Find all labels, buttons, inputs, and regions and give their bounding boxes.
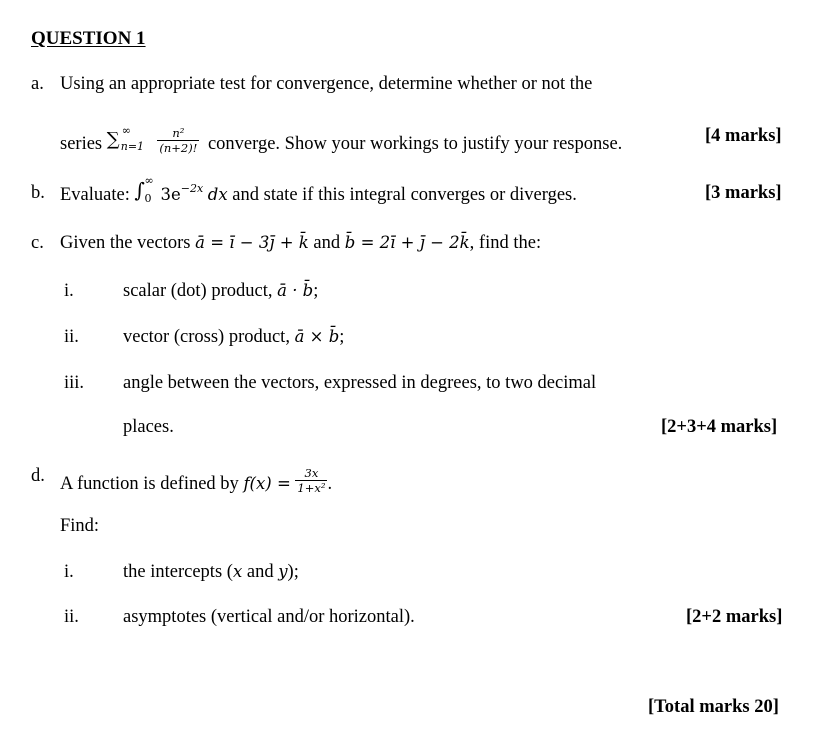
cross-product-math: ā × b̄ xyxy=(294,327,340,346)
fraction-numerator: 3x xyxy=(304,466,319,480)
part-c-item-1-number: i. xyxy=(64,281,74,301)
part-b-rest: and state if this integral converges or diverges. xyxy=(232,185,577,205)
part-b-label: b. xyxy=(31,183,45,203)
intercepts-text: the intercepts ( xyxy=(123,562,233,582)
part-a-line2 xyxy=(60,124,623,156)
part-d-intro xyxy=(60,467,332,495)
function-fraction xyxy=(295,467,327,495)
vector-b-definition: b̄ = 2ī + ȷ̄ − 2k̄ xyxy=(344,233,470,252)
part-d-item-2-number: ii. xyxy=(64,607,79,627)
part-b-marks: [3 marks] xyxy=(705,183,782,203)
part-a-line1: Using an appropriate test for convergence, determine whether or not the xyxy=(60,74,593,94)
part-c-item-2 xyxy=(123,328,344,347)
part-d-item-1 xyxy=(123,563,299,582)
part-c-marks: [2+3+4 marks] xyxy=(661,417,778,437)
integral-upper-limit: ∞ xyxy=(144,174,154,187)
part-d-item-2: asymptotes (vertical and/or horizontal). xyxy=(123,607,415,627)
part-c-item-1 xyxy=(123,282,318,301)
part-b-text xyxy=(60,174,577,205)
part-c-item-2-number: ii. xyxy=(64,327,79,347)
part-a-line2-rest: converge. Show your workings to justify your response. xyxy=(207,134,623,155)
dot-product-text: scalar (dot) product, xyxy=(123,281,273,301)
item-end-punct: ; xyxy=(313,281,319,301)
part-c-intro xyxy=(60,234,541,253)
find-the-text: , find the: xyxy=(469,233,542,253)
integral-dx: dx xyxy=(207,185,228,204)
function-fx: f(x) = xyxy=(243,474,291,494)
integral-symbol: ∫ xyxy=(134,178,145,202)
item-end-punct: ; xyxy=(339,327,345,347)
and-word: and xyxy=(313,233,341,253)
series-term-fraction xyxy=(157,127,199,155)
fraction-denominator: 1+x² xyxy=(297,481,326,496)
integral-expression xyxy=(134,174,160,205)
total-marks: [Total marks 20] xyxy=(648,697,779,717)
part-d-item-1-number: i. xyxy=(64,562,74,582)
function-intro: A function is defined by xyxy=(60,474,239,495)
fraction-numerator: n² xyxy=(172,126,185,140)
item-end-punct: ); xyxy=(287,562,299,582)
vectors-intro: Given the vectors xyxy=(60,233,191,253)
x-variable: x xyxy=(232,562,243,581)
integrand-exponent: −2x xyxy=(180,182,204,195)
period: . xyxy=(327,474,333,495)
part-d-find: Find: xyxy=(60,516,100,536)
series-word: series xyxy=(60,134,103,155)
part-c-item-3: angle between the vectors, expressed in degrees, to two decimal xyxy=(123,373,597,393)
part-c-label: c. xyxy=(31,233,44,253)
sum-upper-limit: ∞ xyxy=(121,124,131,138)
sigma-symbol: ∑ xyxy=(106,129,120,151)
part-c-item-3-cont: places. xyxy=(123,417,174,437)
dot-product-math: ā · b̄ xyxy=(277,281,314,300)
part-d-marks: [2+2 marks] xyxy=(686,607,783,627)
y-variable: y xyxy=(278,562,288,581)
sum-expression xyxy=(106,124,147,154)
cross-product-text: vector (cross) product, xyxy=(123,327,290,347)
question-title: QUESTION 1 xyxy=(31,28,146,49)
part-d-label: d. xyxy=(31,466,45,486)
integrand-base: 3e xyxy=(160,185,181,204)
vector-a-definition: ā = ī − 3ȷ̄ + k̄ xyxy=(195,233,309,252)
part-a-marks: [4 marks] xyxy=(705,126,782,146)
fraction-denominator: (n+2)! xyxy=(159,141,198,156)
part-a-label: a. xyxy=(31,74,44,94)
evaluate-word: Evaluate: xyxy=(60,185,130,205)
integral-lower-limit: 0 xyxy=(144,192,152,205)
sum-lower-limit: n=1 xyxy=(120,140,145,154)
part-c-item-3-number: iii. xyxy=(64,373,85,393)
and-word: and xyxy=(242,562,279,582)
